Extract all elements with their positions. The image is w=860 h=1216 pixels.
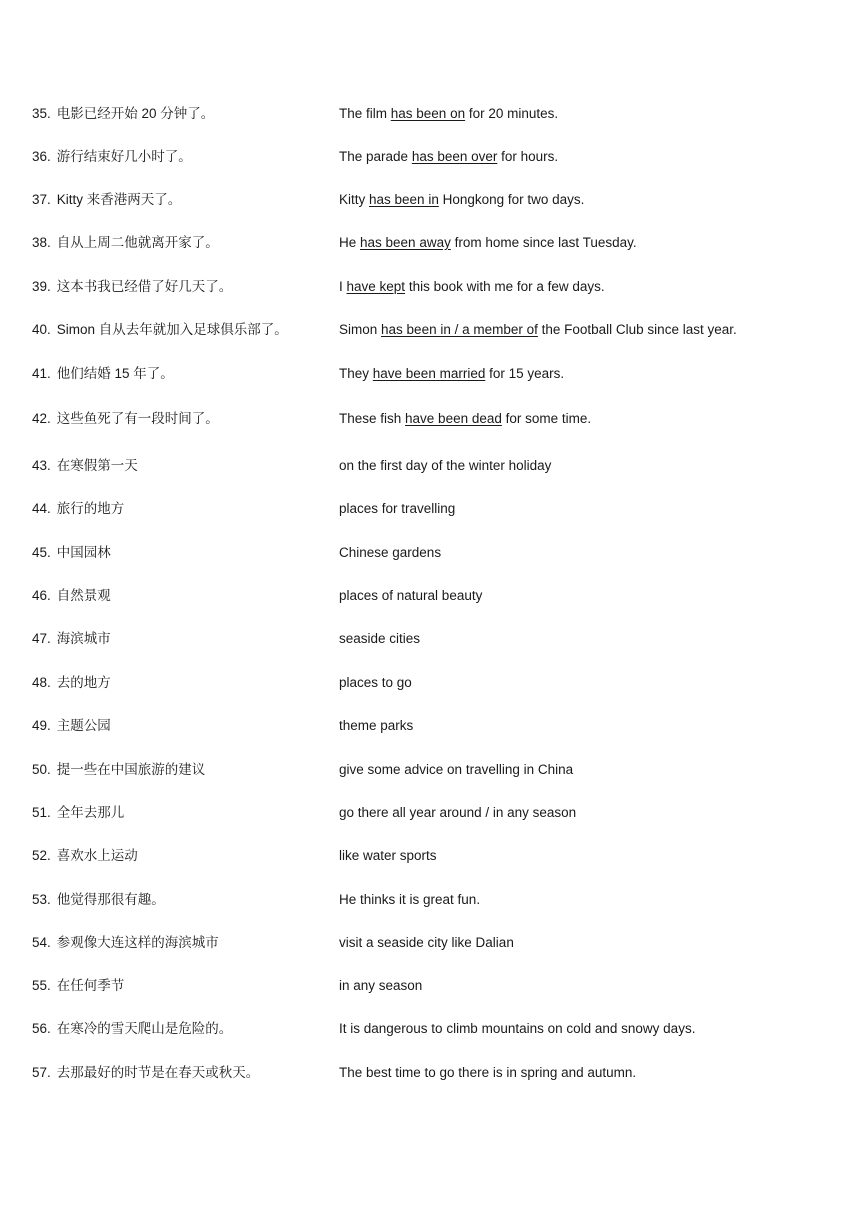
translation-text: seaside cities — [339, 631, 421, 646]
chinese-text: 在寒假第一天 — [56, 458, 138, 473]
underlined-key-phrase: have been dead — [405, 411, 502, 426]
list-item — [0, 758, 860, 782]
item-number: 41. — [32, 366, 51, 381]
translation-text: the Football Club since last year. — [537, 322, 737, 337]
english-translation — [339, 188, 839, 212]
list-item — [0, 188, 860, 212]
item-number: 39. — [32, 279, 51, 294]
item-number: 45. — [32, 545, 51, 560]
item-number: 54. — [32, 935, 51, 950]
chinese-text: 参观像大连这样的海滨城市 — [56, 935, 219, 950]
english-translation — [339, 231, 839, 255]
translation-text: Kitty — [339, 192, 370, 207]
chinese-phrase — [32, 454, 332, 478]
item-number: 50. — [32, 762, 51, 777]
chinese-phrase — [32, 931, 332, 955]
item-number: 36. — [32, 149, 51, 164]
list-item — [0, 145, 860, 169]
list-item — [0, 931, 860, 955]
chinese-text: 在寒冷的雪天爬山是危险的。 — [56, 1021, 233, 1036]
underlined-key-phrase: has been away — [360, 235, 451, 250]
item-number: 56. — [32, 1021, 51, 1036]
chinese-phrase — [32, 714, 332, 738]
translation-text: give some advice on travelling in China — [339, 762, 574, 777]
translation-text: The best time to go there is in spring and autumn. — [339, 1065, 637, 1080]
translation-text: for some time. — [501, 411, 592, 426]
list-item — [0, 1061, 860, 1085]
translation-text: from home since last Tuesday. — [450, 235, 637, 250]
english-translation — [339, 671, 839, 695]
english-translation — [339, 275, 839, 299]
translation-text: for 20 minutes. — [465, 106, 559, 121]
chinese-text: 游行结束好几小时了。 — [56, 149, 192, 164]
list-item — [0, 627, 860, 651]
item-number: 42. — [32, 411, 51, 426]
chinese-text: 自然景观 — [56, 588, 111, 603]
translation-text: for hours. — [497, 149, 559, 164]
underlined-key-phrase: have been married — [372, 366, 486, 381]
list-item — [0, 1017, 860, 1041]
item-number: 44. — [32, 501, 51, 516]
item-number: 47. — [32, 631, 51, 646]
translation-text: for 15 years. — [485, 366, 565, 381]
chinese-phrase — [32, 318, 332, 342]
translation-text: this book with me for a few days. — [405, 279, 605, 294]
translation-text: The film — [339, 106, 391, 121]
chinese-phrase — [32, 844, 332, 868]
chinese-text: 在任何季节 — [56, 978, 125, 993]
item-number: 48. — [32, 675, 51, 690]
underlined-key-phrase: has been over — [411, 149, 498, 164]
underlined-key-phrase: has been in / a member of — [381, 322, 538, 337]
list-item — [0, 318, 860, 342]
chinese-phrase — [32, 497, 332, 521]
item-number: 35. — [32, 106, 51, 121]
list-item — [0, 974, 860, 998]
translation-text: I — [339, 279, 347, 294]
chinese-phrase — [32, 188, 332, 212]
translation-text: places for travelling — [339, 501, 456, 516]
chinese-phrase — [32, 888, 332, 912]
item-number: 38. — [32, 235, 51, 250]
chinese-text: Kitty 来香港两天了。 — [56, 192, 182, 207]
translation-text: on the first day of the winter holiday — [339, 458, 552, 473]
list-item — [0, 231, 860, 255]
chinese-phrase — [32, 758, 332, 782]
chinese-phrase — [32, 102, 332, 126]
translation-text: He — [339, 235, 361, 250]
chinese-text: 主题公园 — [56, 718, 111, 733]
chinese-phrase — [32, 231, 332, 255]
item-number: 55. — [32, 978, 51, 993]
english-translation — [339, 497, 839, 521]
underlined-key-phrase: has been on — [390, 106, 466, 121]
translation-text: Chinese gardens — [339, 545, 442, 560]
list-item — [0, 844, 860, 868]
chinese-phrase — [32, 407, 332, 431]
english-translation — [339, 1061, 839, 1085]
english-translation — [339, 1017, 839, 1041]
chinese-text: 这些鱼死了有一段时间了。 — [56, 411, 219, 426]
underlined-key-phrase: have kept — [346, 279, 406, 294]
chinese-phrase — [32, 974, 332, 998]
translation-text: like water sports — [339, 848, 437, 863]
translation-text: It is dangerous to climb mountains on cold and snowy days. — [339, 1021, 696, 1036]
chinese-phrase — [32, 145, 332, 169]
translation-text: Simon — [339, 322, 382, 337]
chinese-text: 提一些在中国旅游的建议 — [56, 762, 206, 777]
list-item — [0, 584, 860, 608]
english-translation — [339, 362, 839, 386]
english-translation — [339, 974, 839, 998]
list-item — [0, 362, 860, 386]
translation-text: visit a seaside city like Dalian — [339, 935, 514, 950]
chinese-phrase — [32, 1061, 332, 1085]
translation-text: Hongkong for two days. — [438, 192, 585, 207]
list-item — [0, 497, 860, 521]
list-item — [0, 888, 860, 912]
english-translation — [339, 145, 839, 169]
chinese-phrase — [32, 1017, 332, 1041]
list-item — [0, 541, 860, 565]
chinese-text: 电影已经开始 20 分钟了。 — [56, 106, 215, 121]
chinese-phrase — [32, 627, 332, 651]
english-translation — [339, 454, 839, 478]
item-number: 40. — [32, 322, 51, 337]
chinese-phrase — [32, 801, 332, 825]
translation-text: These fish — [339, 411, 406, 426]
item-number: 57. — [32, 1065, 51, 1080]
chinese-text: 全年去那儿 — [56, 805, 125, 820]
english-translation — [339, 758, 839, 782]
translation-text: He thinks it is great fun. — [339, 892, 481, 907]
chinese-text: 旅行的地方 — [56, 501, 125, 516]
chinese-text: Simon 自从去年就加入足球俱乐部了。 — [56, 322, 288, 337]
underlined-key-phrase: has been in — [369, 192, 439, 207]
chinese-text: 去那最好的时节是在春天或秋天。 — [56, 1065, 260, 1080]
translation-text: places of natural beauty — [339, 588, 483, 603]
english-translation — [339, 844, 839, 868]
english-translation — [339, 801, 839, 825]
list-item — [0, 671, 860, 695]
list-item — [0, 407, 860, 431]
english-translation — [339, 407, 839, 431]
chinese-text: 他们结婚 15 年了。 — [56, 366, 174, 381]
translation-text: places to go — [339, 675, 412, 690]
item-number: 49. — [32, 718, 51, 733]
translation-text: in any season — [339, 978, 423, 993]
english-translation — [339, 541, 839, 565]
item-number: 51. — [32, 805, 51, 820]
list-item — [0, 714, 860, 738]
translation-text: go there all year around / in any season — [339, 805, 577, 820]
item-number: 43. — [32, 458, 51, 473]
chinese-text: 喜欢水上运动 — [56, 848, 138, 863]
list-item — [0, 801, 860, 825]
list-item — [0, 454, 860, 478]
english-translation — [339, 318, 839, 342]
translation-text: They — [339, 366, 373, 381]
chinese-text: 中国园林 — [56, 545, 111, 560]
english-translation — [339, 627, 839, 651]
chinese-text: 这本书我已经借了好几天了。 — [56, 279, 233, 294]
list-item — [0, 102, 860, 126]
chinese-phrase — [32, 541, 332, 565]
english-translation — [339, 714, 839, 738]
chinese-text: 自从上周二他就离开家了。 — [56, 235, 219, 250]
chinese-text: 他觉得那很有趣。 — [56, 892, 165, 907]
english-translation — [339, 931, 839, 955]
chinese-phrase — [32, 275, 332, 299]
chinese-phrase — [32, 362, 332, 386]
translation-text: The parade — [339, 149, 412, 164]
chinese-text: 去的地方 — [56, 675, 111, 690]
chinese-phrase — [32, 671, 332, 695]
list-item — [0, 275, 860, 299]
chinese-text: 海滨城市 — [56, 631, 111, 646]
english-translation — [339, 888, 839, 912]
chinese-phrase — [32, 584, 332, 608]
english-translation — [339, 584, 839, 608]
item-number: 52. — [32, 848, 51, 863]
item-number: 37. — [32, 192, 51, 207]
item-number: 46. — [32, 588, 51, 603]
translation-text: theme parks — [339, 718, 414, 733]
english-translation — [339, 102, 839, 126]
item-number: 53. — [32, 892, 51, 907]
